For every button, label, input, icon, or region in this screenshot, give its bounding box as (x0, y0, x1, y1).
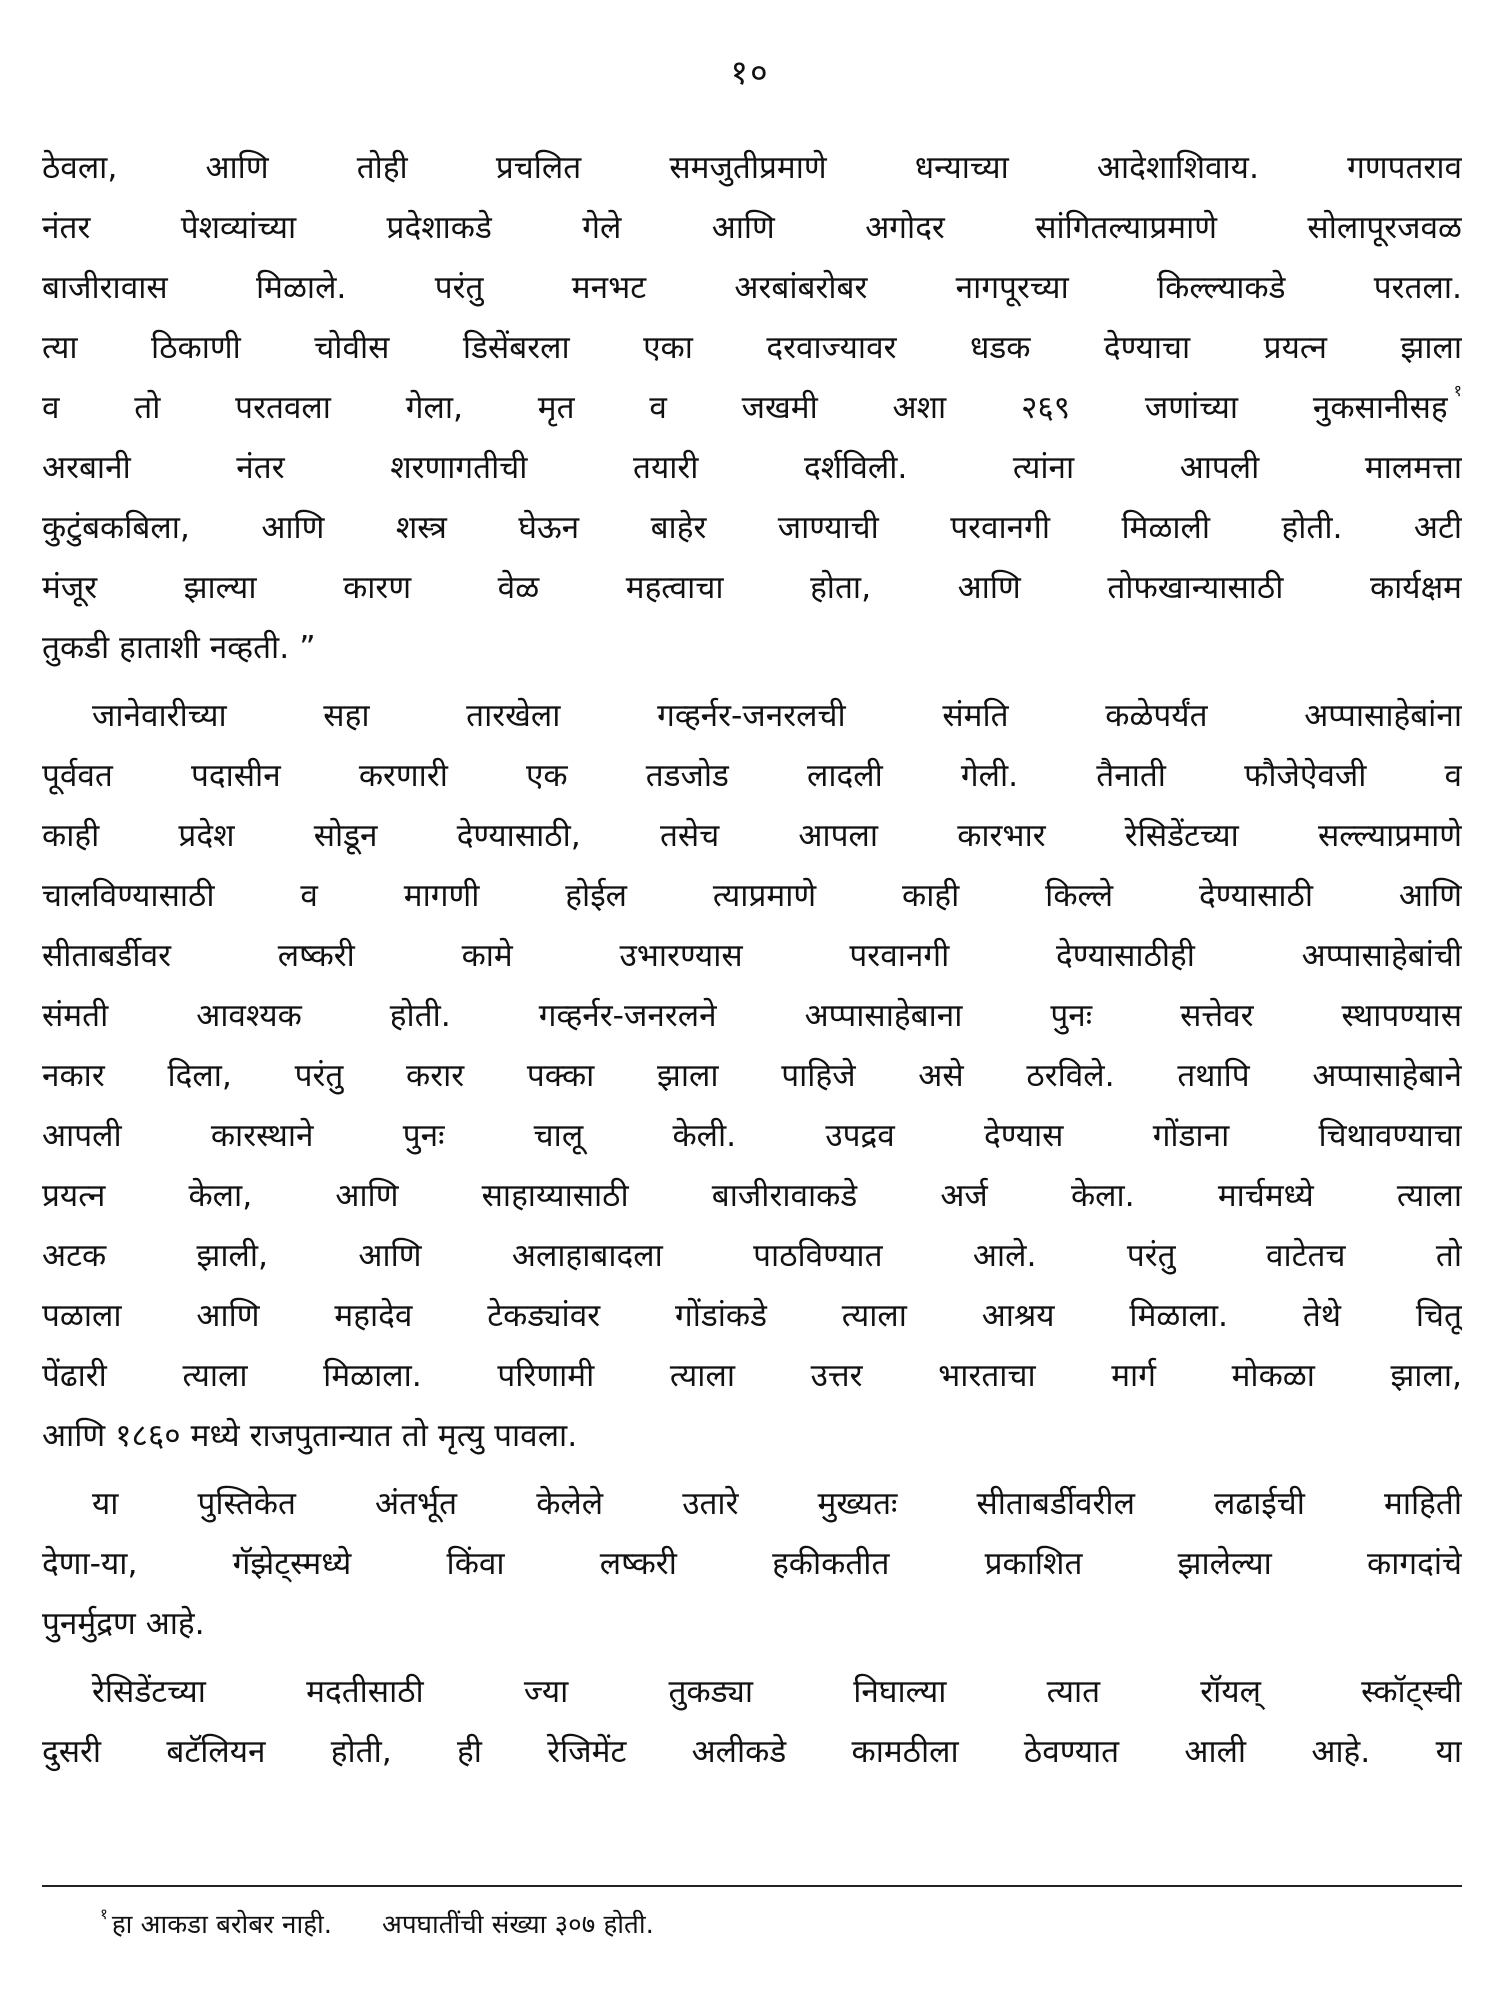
text-line: अटक झाली, आणि अलाहाबादला पाठविण्यात आले. परंतु वाटेतच तो (42, 1238, 1462, 1274)
text-line: आणि १८६० मध्ये राजपुतान्यात तो मृत्यु पावला. (42, 1418, 578, 1454)
text-line: जानेवारीच्या सहा तारखेला गव्हर्नर-जनरलची संमति कळेपर्यंत अप्पासाहेबांना (92, 698, 1462, 734)
footnote-divider (42, 1885, 1462, 1887)
text-line: काही प्रदेश सोडून देण्यासाठी, तसेच आपला कारभार रेसिडेंटच्या सल्ल्याप्रमाणे (42, 818, 1462, 854)
text-line: कुटुंबकबिला, आणि शस्त्र घेऊन बाहेर जाण्याची परवानगी मिळाली होती. अटी (42, 510, 1462, 546)
text-line: दुसरी बटॅलियन होती, ही रेजिमेंट अलीकडे कामठीला ठेवण्यात आली आहे. या (42, 1734, 1462, 1770)
text-line-content: व तो परतवला गेला, मृत व जखमी अशा २६९ जणांच्या नुकसानीसह (42, 390, 1448, 426)
text-line: प्रयत्न केला, आणि साहाय्यासाठी बाजीरावाकडे अर्ज केला. मार्चमध्ये त्याला (42, 1178, 1462, 1214)
footnote-reference: १ (1453, 381, 1462, 400)
footnote-text-a: हा आकडा बरोबर नाही. (111, 1910, 332, 1940)
text-line: रेसिडेंटच्या मदतीसाठी ज्या तुकड्या निघाल्या त्यात रॉयल् स्कॉट्स्ची (92, 1674, 1462, 1710)
text-line: संमती आवश्यक होती. गव्हर्नर-जनरलने अप्पासाहेबाना पुनः सत्तेवर स्थापण्यास (42, 998, 1462, 1034)
footnote-text-b: अपघातींची संख्या ३०७ होती. (382, 1910, 654, 1940)
text-line: पेंढारी त्याला मिळाला. परिणामी त्याला उत्तर भारताचा मार्ग मोकळा झाला, (42, 1358, 1462, 1394)
text-line: त्या ठिकाणी चोवीस डिसेंबरला एका दरवाज्यावर धडक देण्याचा प्रयत्न झाला (42, 330, 1462, 366)
text-line: बाजीरावास मिळाले. परंतु मनभट अरबांबरोबर नागपूरच्या किल्ल्याकडे परतला. (42, 270, 1462, 306)
text-line: नकार दिला, परंतु करार पक्का झाला पाहिजे असे ठरविले. तथापि अप्पासाहेबाने (42, 1058, 1462, 1094)
text-line: या पुस्तिकेत अंतर्भूत केलेले उतारे मुख्यतः सीताबर्डीवरील लढाईची माहिती (92, 1486, 1462, 1522)
text-line: पुनर्मुद्रण आहे. (42, 1606, 205, 1642)
text-line: पूर्ववत पदासीन करणारी एक तडजोड लादली गेली. तैनाती फौजेऐवजी व (42, 758, 1462, 794)
text-line: देणा-या, गॅझेट्स्मध्ये किंवा लष्करी हकीकतीत प्रकाशित झालेल्या कागदांचे (42, 1546, 1462, 1582)
page-number: १० (730, 53, 770, 93)
text-line: तुकडी हाताशी नव्हती. ” (42, 630, 316, 666)
text-line: अरबानी नंतर शरणागतीची तयारी दर्शविली. त्यांना आपली मालमत्ता (42, 450, 1462, 486)
text-line: नंतर पेशव्यांच्या प्रदेशाकडे गेले आणि अगोदर सांगितल्याप्रमाणे सोलापूरजवळ (42, 210, 1462, 246)
text-line-with-footnote (42, 378, 1462, 438)
text-line: ठेवला, आणि तोही प्रचलित समजुतीप्रमाणे धन्याच्या आदेशाशिवाय. गणपतराव (42, 150, 1462, 186)
text-line: मंजूर झाल्या कारण वेळ महत्वाचा होता, आणि तोफखान्यासाठी कार्यक्षम (42, 570, 1462, 606)
text-line: सीताबर्डीवर लष्करी कामे उभारण्यास परवानगी देण्यासाठीही अप्पासाहेबांची (42, 938, 1462, 974)
text-line: चालविण्यासाठी व मागणी होईल त्याप्रमाणे काही किल्ले देण्यासाठी आणि (42, 878, 1462, 914)
footnote-marker: १ (100, 1905, 108, 1923)
text-line: पळाला आणि महादेव टेकड्यांवर गोंडांकडे त्याला आश्रय मिळाला. तेथे चितू (42, 1298, 1462, 1334)
footnote (100, 1905, 654, 1945)
body-text (42, 138, 1462, 1782)
text-line: आपली कारस्थाने पुनः चालू केली. उपद्रव देण्यास गोंडाना चिथावण्याचा (42, 1118, 1462, 1154)
